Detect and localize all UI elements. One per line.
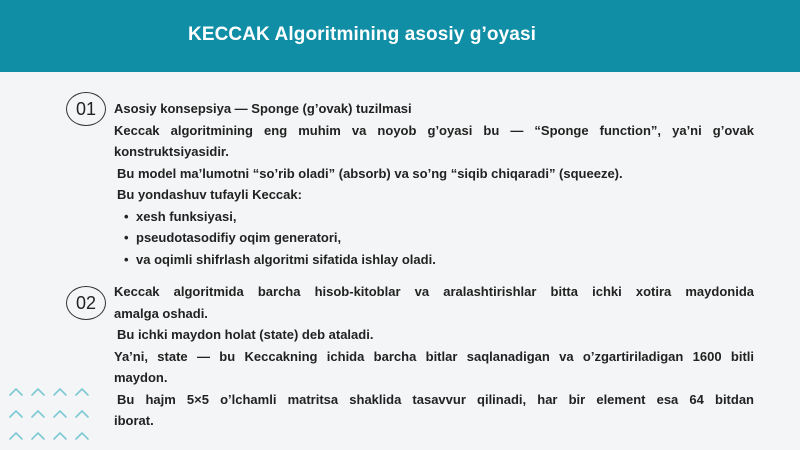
section-01-text [114, 98, 754, 270]
paragraph-line: Bu yondashuv tufayli Keccak: [117, 187, 302, 202]
section-02-text [114, 281, 754, 432]
section-number-02: 02 [66, 286, 106, 320]
bullet-item [114, 249, 754, 271]
section-number-01: 01 [66, 92, 106, 126]
bullet-text: xesh funksiyasi, [136, 208, 237, 224]
slide-title: KECCAK Algoritmining asosiy g’oyasi [188, 24, 537, 45]
bullet-icon: • [124, 230, 129, 245]
bullet-icon: • [124, 208, 129, 224]
bullet-item [114, 206, 754, 228]
header-bar [0, 0, 800, 72]
paragraph-line: Bu hajm 5×5 o’lchamli matritsa shaklida tasavvur qilinadi, har bir element esa 64 bitdan [117, 391, 754, 407]
paragraph-line: maydon. [114, 370, 168, 385]
bullet-text: va oqimli shifrlash algoritmi sifatida ishlay oladi. [136, 251, 436, 267]
paragraph-line: Bu ichki maydon holat (state) deb ataladi. [117, 327, 374, 342]
section-heading: Asosiy konsepsiya — Sponge (g’ovak) tuzilmasi [114, 101, 412, 116]
chevron-pattern-icon [8, 385, 98, 445]
paragraph-line: Bu model ma’lumotni “so’rib oladi” (absorb) va so’ng “siqib chiqaradi” (squeeze). [117, 165, 623, 181]
bullet-item [114, 227, 754, 249]
bullet-text: pseudotasodifiy oqim generatori, [136, 230, 342, 245]
paragraph-line: Keccak algoritmida barcha hisob-kitoblar va aralashtirishlar bitta ichki xotira maydonida [114, 284, 754, 299]
bullet-icon: • [124, 251, 129, 267]
paragraph-line: amalga oshadi. [114, 305, 208, 321]
paragraph-line: Keccak algoritmining eng muhim va noyob g’oyasi bu — “Sponge function”, ya’ni g’ovak [114, 122, 754, 138]
paragraph-line: Ya’ni, state — bu Keccakning ichida barcha bitlar saqlanadigan va o’zgartiriladigan 1600 bitli [114, 348, 754, 364]
paragraph-line: konstruktsiyasidir. [114, 144, 229, 159]
paragraph-line: iborat. [114, 413, 154, 428]
